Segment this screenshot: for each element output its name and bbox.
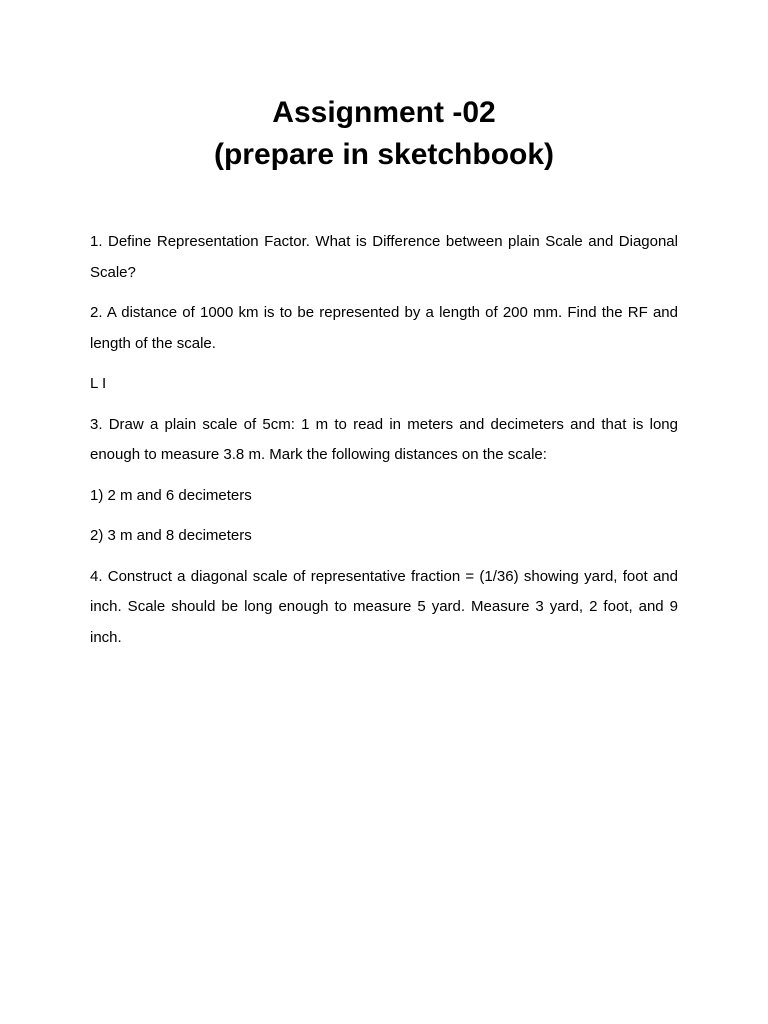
question-3: 3. Draw a plain scale of 5cm: 1 m to read in meters and decimeters and that is long enough to measure 3.8 m. Mark the following distances on the scale: [90,415,678,463]
question-2: 2. A distance of 1000 km is to be represented by a length of 200 mm. Find the RF and length of the scale. [90,304,678,352]
title-line-2: (prepare in sketchbook) [213,138,555,171]
document-title [0,92,768,176]
title-line-1: Assignment -02 [272,96,496,129]
stray-text: L I [90,375,107,392]
question-3-item-2: 2) 3 m and 8 decimeters [90,527,252,544]
question-1: 1. Define Representation Factor. What is Difference between plain Scale and Diagonal Scale? [90,233,678,281]
question-3-item-1: 1) 2 m and 6 decimeters [90,486,252,504]
question-4: 4. Construct a diagonal scale of representative fraction = (1/36) showing yard, foot and inch. Scale should be long enough to measure 5 yard. Measure 3 yard, 2 foot, and 9 inch. [90,567,678,646]
document-body [90,227,678,663]
